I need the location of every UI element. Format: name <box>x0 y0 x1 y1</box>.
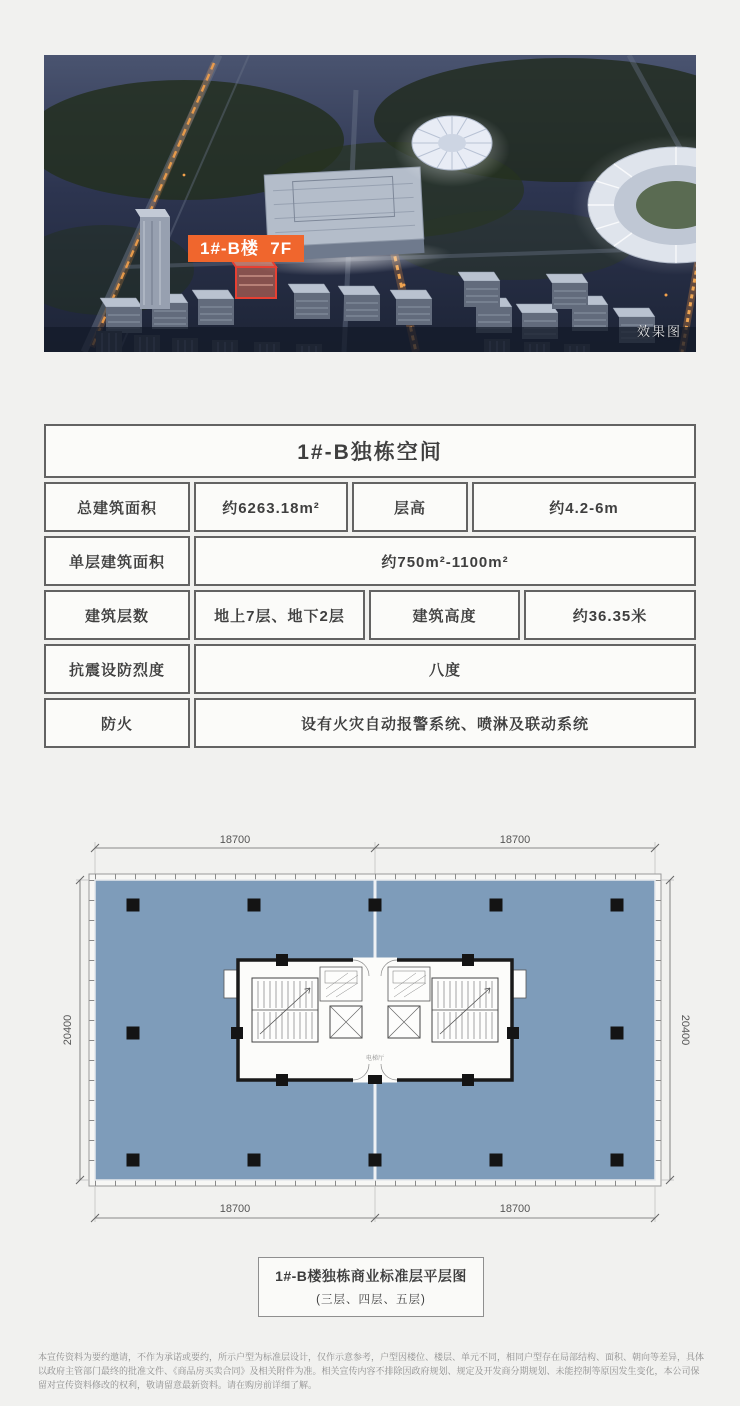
round-venue <box>394 111 510 187</box>
spec-table <box>44 424 696 752</box>
core-lobby-label: 电梯厅 <box>365 1056 385 1062</box>
row1-value-floor-height: 约4.2-6m <box>472 482 696 532</box>
row3-label-floors: 建筑层数 <box>44 590 190 640</box>
row2-value-single-floor-area: 约750m²-1100m² <box>194 536 696 586</box>
floor-plan <box>0 830 740 1255</box>
row4-label-seismic: 抗震设防烈度 <box>44 644 190 694</box>
building-core <box>224 954 526 1086</box>
row3-value-building-height: 约36.35米 <box>524 590 696 640</box>
hero-aerial-rendering <box>44 55 696 352</box>
dim-bottom-left: 18700 <box>219 1203 251 1215</box>
legal-disclaimer: 本宣传资料为要约邀请，不作为承诺或要约，所示户型为标准层设计，仅作示意参考，户型因楼位、楼层、单元不同，相同户型存在局部结构、面积、朝向等差异，具体以政府主管部门最终的批准文件、《商品房买卖合同》及相关附件为准。相关宣传内容不排除因政府规划、规定及开发商分期规划、未能控制等原因发生变化，本公司保留对宣传资料修改的权利，敬请留意最新资料。请在购房前详细了解。 <box>38 1352 705 1390</box>
table-title: 1#-B独栋空间 <box>44 424 696 478</box>
tower <box>135 209 170 309</box>
cityscape-illustration <box>44 55 696 352</box>
plan-caption-title: 1#-B楼独栋商业标准层平层图 <box>275 1268 467 1284</box>
dimension-right <box>661 876 691 1184</box>
dim-top-right: 18700 <box>499 834 531 846</box>
table-header-row <box>44 424 696 478</box>
dimension-bottom <box>91 1186 659 1222</box>
row4-value-seismic: 八度 <box>194 644 696 694</box>
dim-top-left: 18700 <box>219 834 251 846</box>
dim-right: 20400 <box>679 1014 691 1046</box>
dim-bottom-right: 18700 <box>499 1203 531 1215</box>
row3-label-building-height: 建筑高度 <box>369 590 520 640</box>
rendering-watermark: 效果图 <box>636 324 682 339</box>
highlighted-building <box>230 258 276 298</box>
row1-label-total-area: 总建筑面积 <box>44 482 190 532</box>
row1-label-floor-height: 层高 <box>352 482 468 532</box>
dim-left: 20400 <box>62 1014 74 1046</box>
row3-value-floors: 地上7层、地下2层 <box>194 590 365 640</box>
table-row <box>44 536 696 586</box>
plan-caption-subtitle: (三层、四层、五层) <box>316 1294 426 1306</box>
building-highlight-label: 1#-B楼 7F <box>188 235 304 262</box>
floor-plan-svg <box>0 830 740 1255</box>
row5-value-fire: 设有火灾自动报警系统、喷淋及联动系统 <box>194 698 696 748</box>
table-row <box>44 590 696 640</box>
table-row <box>44 698 696 748</box>
row2-label-single-floor-area: 单层建筑面积 <box>44 536 190 586</box>
row1-value-total-area: 约6263.18m² <box>194 482 348 532</box>
plan-caption-box <box>258 1257 484 1317</box>
table-row <box>44 644 696 694</box>
dimension-top <box>91 834 659 874</box>
dimension-left <box>62 876 89 1184</box>
table-row <box>44 482 696 532</box>
row5-label-fire: 防火 <box>44 698 190 748</box>
